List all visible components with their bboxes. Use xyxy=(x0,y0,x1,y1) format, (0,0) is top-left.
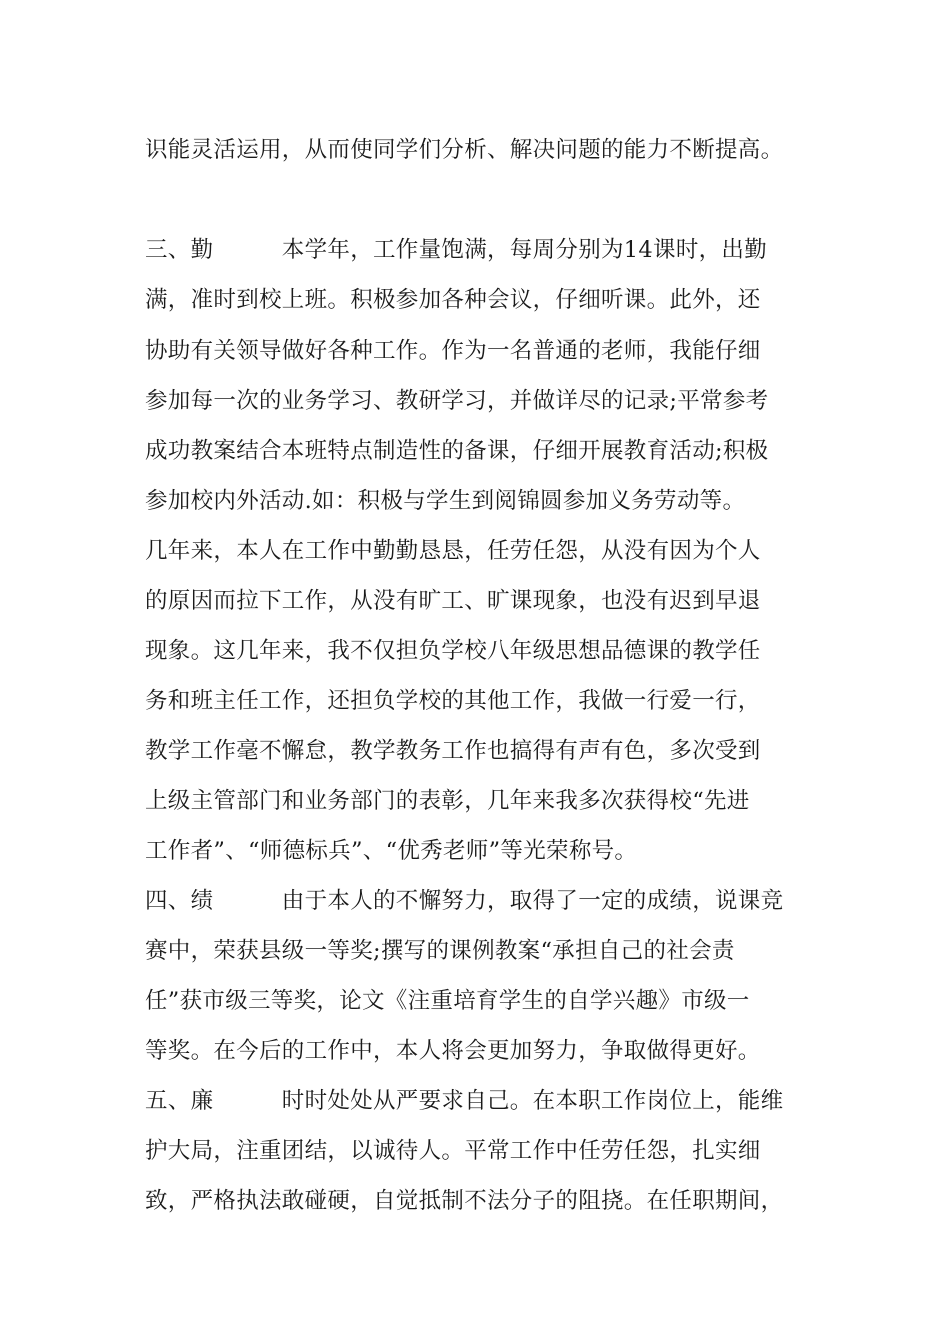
text-line: 赛中，荣获县级一等奖;撰写的课例教案“承担自己的社会责 xyxy=(145,938,735,964)
text-line: 参加校内外活动.如：积极与学生到阅锦圆参加义务劳动等。 xyxy=(145,488,746,514)
text-line: 几年来，本人在工作中勤勤恳恳，任劳任怨，从没有因为个人 xyxy=(145,538,761,564)
text-line: 工作者”、“师德标兵”、“优秀老师”等光荣称号。 xyxy=(145,838,638,864)
text-line: 上级主管部门和业务部门的表彰，几年来我多次获得校“先进 xyxy=(145,788,750,814)
section-heading-line: 四、绩 由于本人的不懈努力，取得了一定的成绩，说课竞 xyxy=(145,888,784,914)
text-line: 等奖。在今后的工作中，本人将会更加努力，争取做得更好。 xyxy=(145,1038,761,1064)
section-heading-line: 五、廉 时时处处从严要求自己。在本职工作岗位上，能维 xyxy=(145,1088,784,1114)
section-heading-line: 三、勤 本学年，工作量饱满，每周分别为14课时，出勤 xyxy=(145,237,768,263)
text-line: 护大局，注重团结，以诚待人。平常工作中任劳任怨，扎实细 xyxy=(145,1138,761,1164)
text-line: 任”获市级三等奖，论文《注重培育学生的自学兴趣》市级一 xyxy=(145,988,750,1014)
text-line: 现象。这几年来，我不仅担负学校八年级思想品德课的教学任 xyxy=(145,638,761,664)
text-line: 务和班主任工作，还担负学校的其他工作，我做一行爱一行， xyxy=(145,688,761,714)
text-line: 成功教案结合本班特点制造性的备课，仔细开展教育活动;积极 xyxy=(145,438,769,464)
text-line: 满，准时到校上班。积极参加各种会议，仔细听课。此外，还 xyxy=(145,287,761,313)
text-line: 协助有关领导做好各种工作。作为一名普通的老师，我能仔细 xyxy=(145,338,761,364)
text-line: 的原因而拉下工作，从没有旷工、旷课现象，也没有迟到早退 xyxy=(145,588,761,614)
text-line: 教学工作毫不懈怠，教学教务工作也搞得有声有色，多次受到 xyxy=(145,738,761,764)
text-line: 参加每一次的业务学习、教研学习，并做详尽的记录;平常参考 xyxy=(145,388,769,414)
text-line: 识能灵活运用，从而使同学们分析、解决问题的能力不断提高。 xyxy=(145,137,784,163)
text-line: 致，严格执法敢碰硬，自觉抵制不法分子的阻挠。在任职期间， xyxy=(145,1188,784,1214)
